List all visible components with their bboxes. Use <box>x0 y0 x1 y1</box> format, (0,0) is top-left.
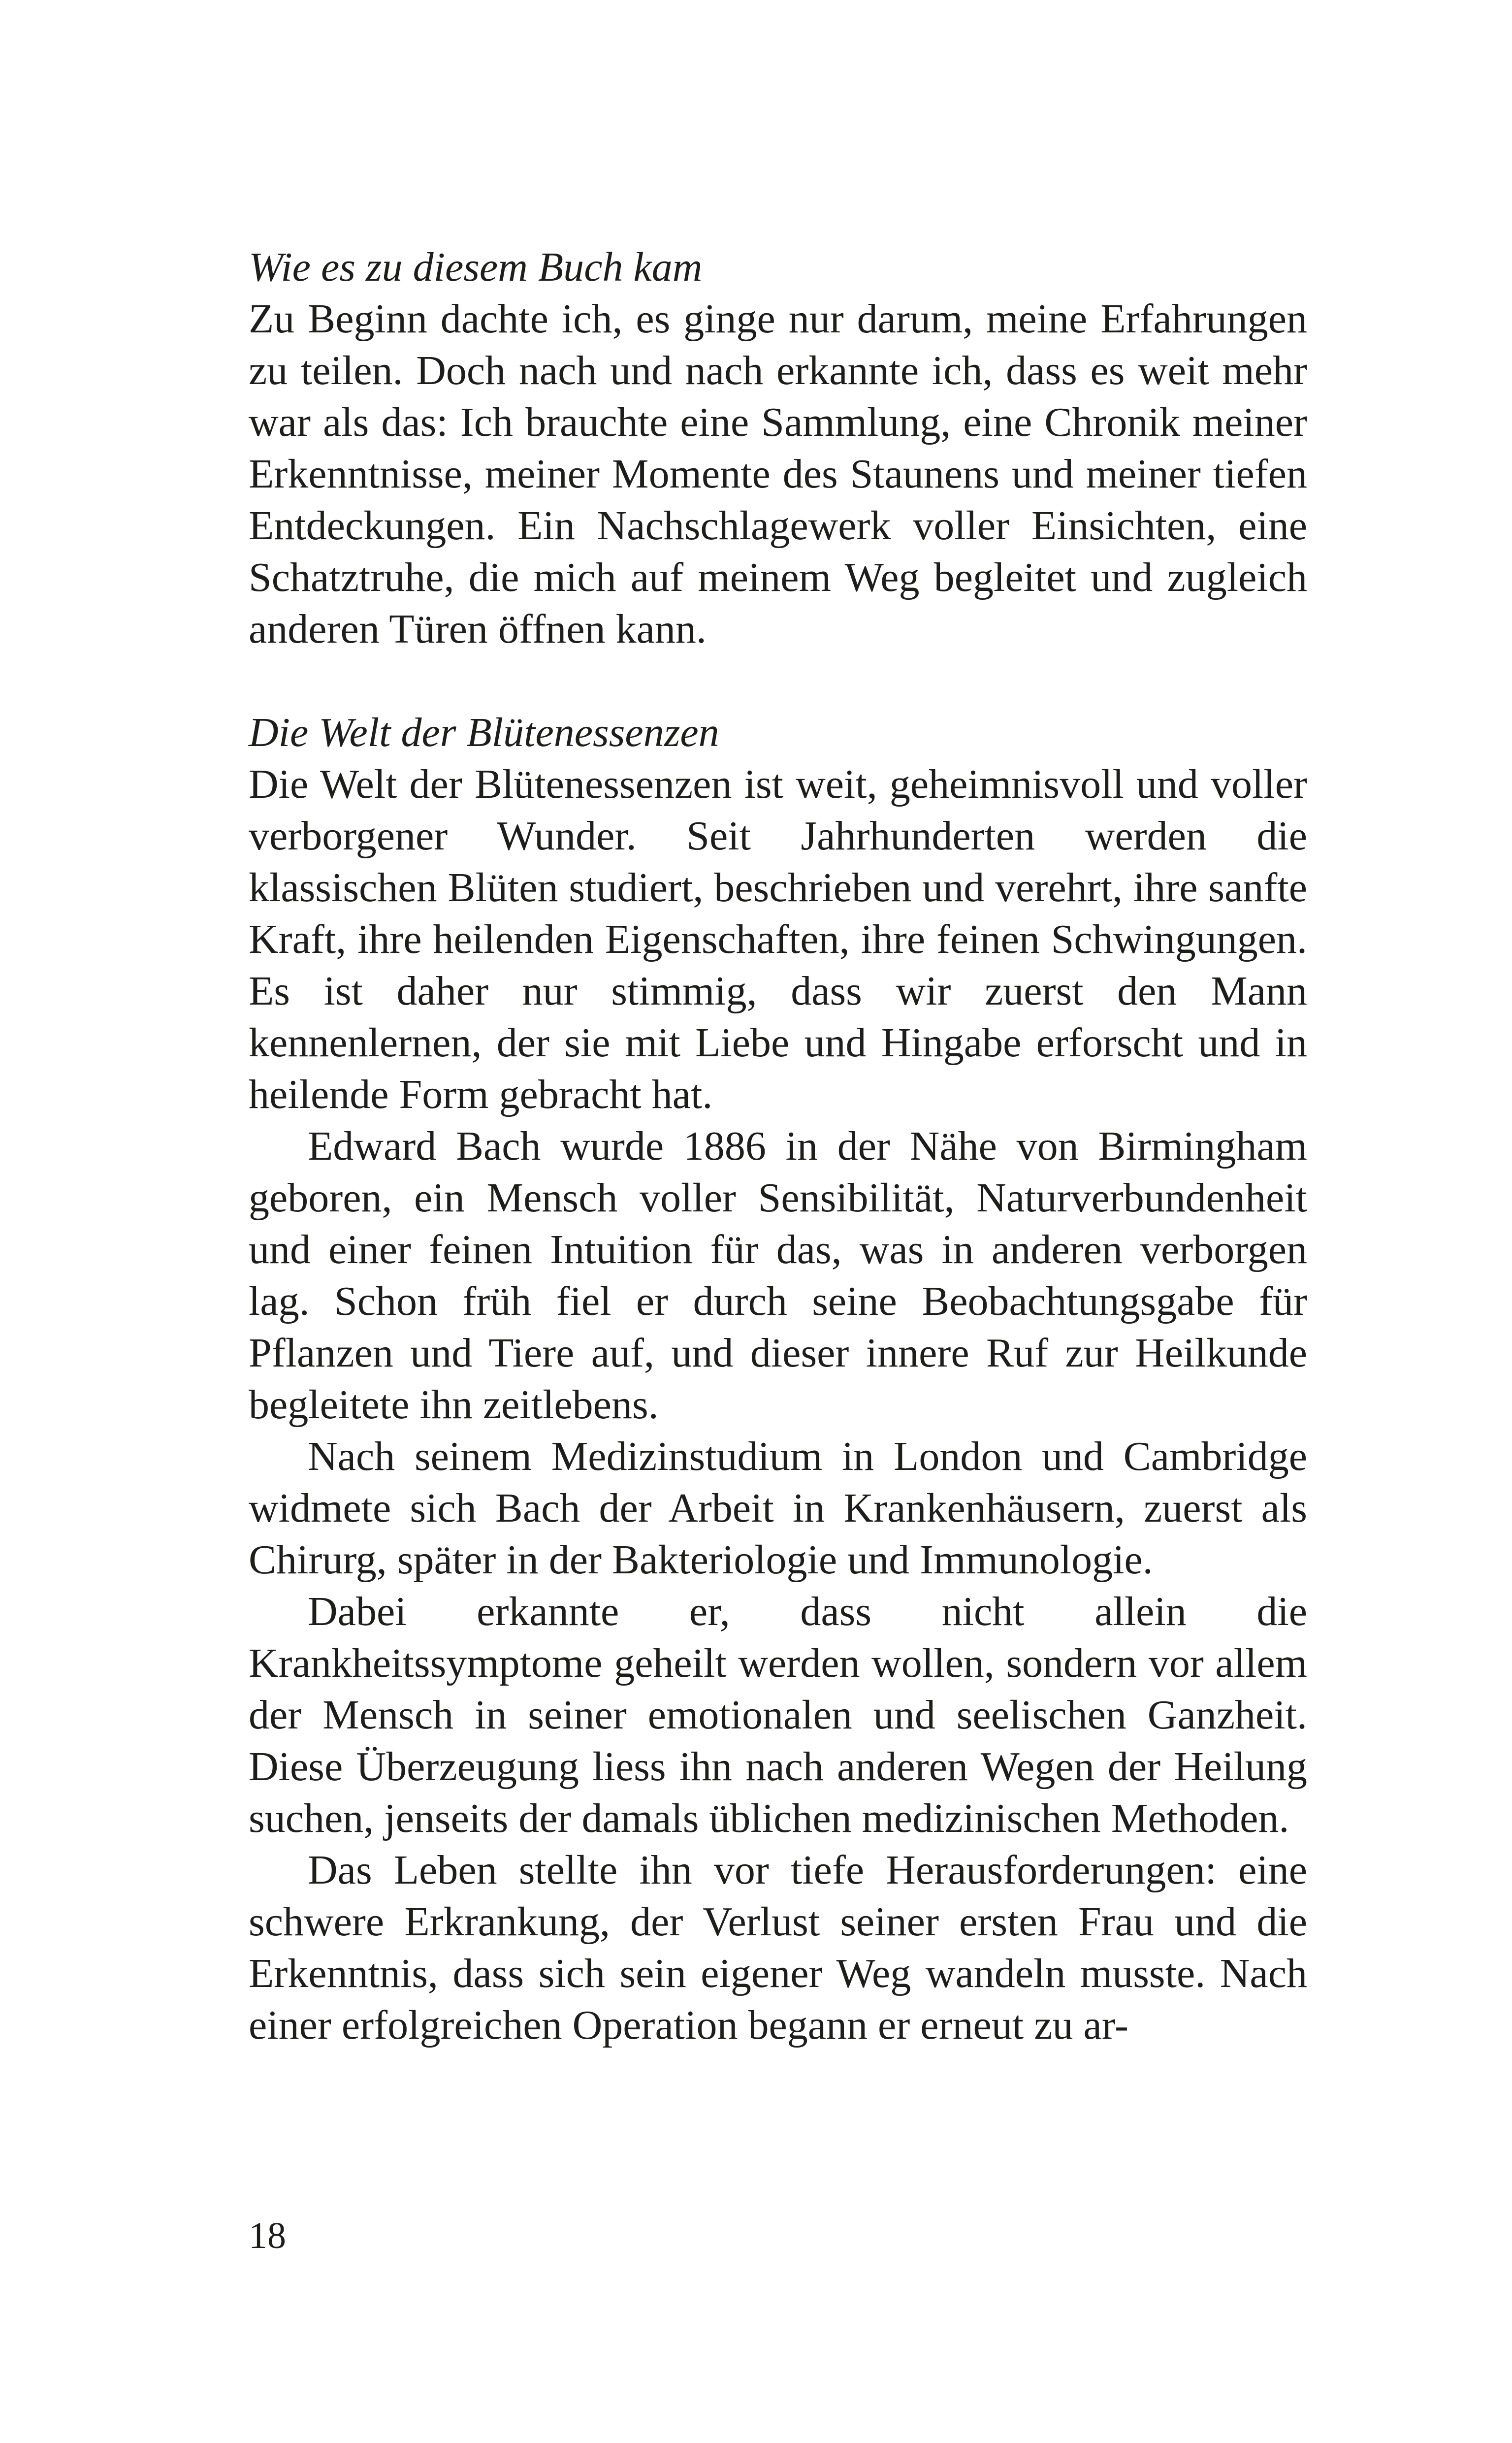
page-number: 18 <box>249 2215 286 2256</box>
paragraph: Nach seinem Medizinstudium in London und Cambridge widmete sich Bach der Arbeit in Krankenhäusern, zuerst als Chirurg, später in der Bakteriologie und Immunologie. <box>249 1433 1307 1583</box>
body-text <box>249 241 1307 2051</box>
paragraph: Die Welt der Blütenessenzen ist weit, geheimnisvoll und voller verborgener Wunder. Seit Jahrhunderten werden die klassischen Blüten studiert, beschrieben und verehrt, ihre sanfte Kraft, ihre heilenden Eigenschaften, ihre feinen Schwingungen. Es ist daher nur stimmig, dass wir zuerst den Mann kennenlernen, der sie mit Liebe und Hingabe erforscht und in heilende Form gebracht hat. <box>249 761 1307 1117</box>
paragraph: Zu Beginn dachte ich, es ginge nur darum, meine Erfahrungen zu teilen. Doch nach und nach erkannte ich, dass es weit mehr war als das: Ich brauchte eine Sammlung, eine Chronik meiner Erkenntnisse, meiner Momente des Staunens und meiner tiefen Entdeckungen. Ein Nachschlagewerk voller Einsichten, eine Schatztruhe, die mich auf meinem Weg begleitet und zugleich anderen Türen öffnen kann. <box>249 296 1307 652</box>
section-spacer <box>249 655 1307 707</box>
paragraph: Dabei erkannte er, dass nicht allein die Krankheitssymptome geheilt werden wollen, sondern vor allem der Mensch in seiner emotionalen und seelischen Ganzheit. Diese Überzeugung liess ihn nach anderen Wegen der Heilung suchen, jenseits der damals üblichen medizinischen Methoden. <box>249 1589 1307 1841</box>
paragraph: Edward Bach wurde 1886 in der Nähe von Birmingham geboren, ein Mensch voller Sensibilität, Naturverbundenheit und einer feinen Intuition für das, was in anderen verborgen lag. Schon früh fiel er durch seine Beobachtungsgabe für Pflanzen und Tiere auf, und dieser innere Ruf zur Heilkunde begleitete ihn zeitlebens. <box>249 1123 1307 1428</box>
paragraph: Das Leben stellte ihn vor tiefe Herausforderungen: eine schwere Erkrankung, der Verlust seiner ersten Frau und die Erkenntnis, dass sich sein eigener Weg wandeln musste. Nach einer erfolgreichen Operation begann er erneut zu ar- <box>249 1847 1307 2048</box>
section-heading-flower-essences: Die Welt der Blütenessenzen <box>249 710 719 755</box>
section-heading-book-origin: Wie es zu diesem Buch kam <box>249 244 703 290</box>
